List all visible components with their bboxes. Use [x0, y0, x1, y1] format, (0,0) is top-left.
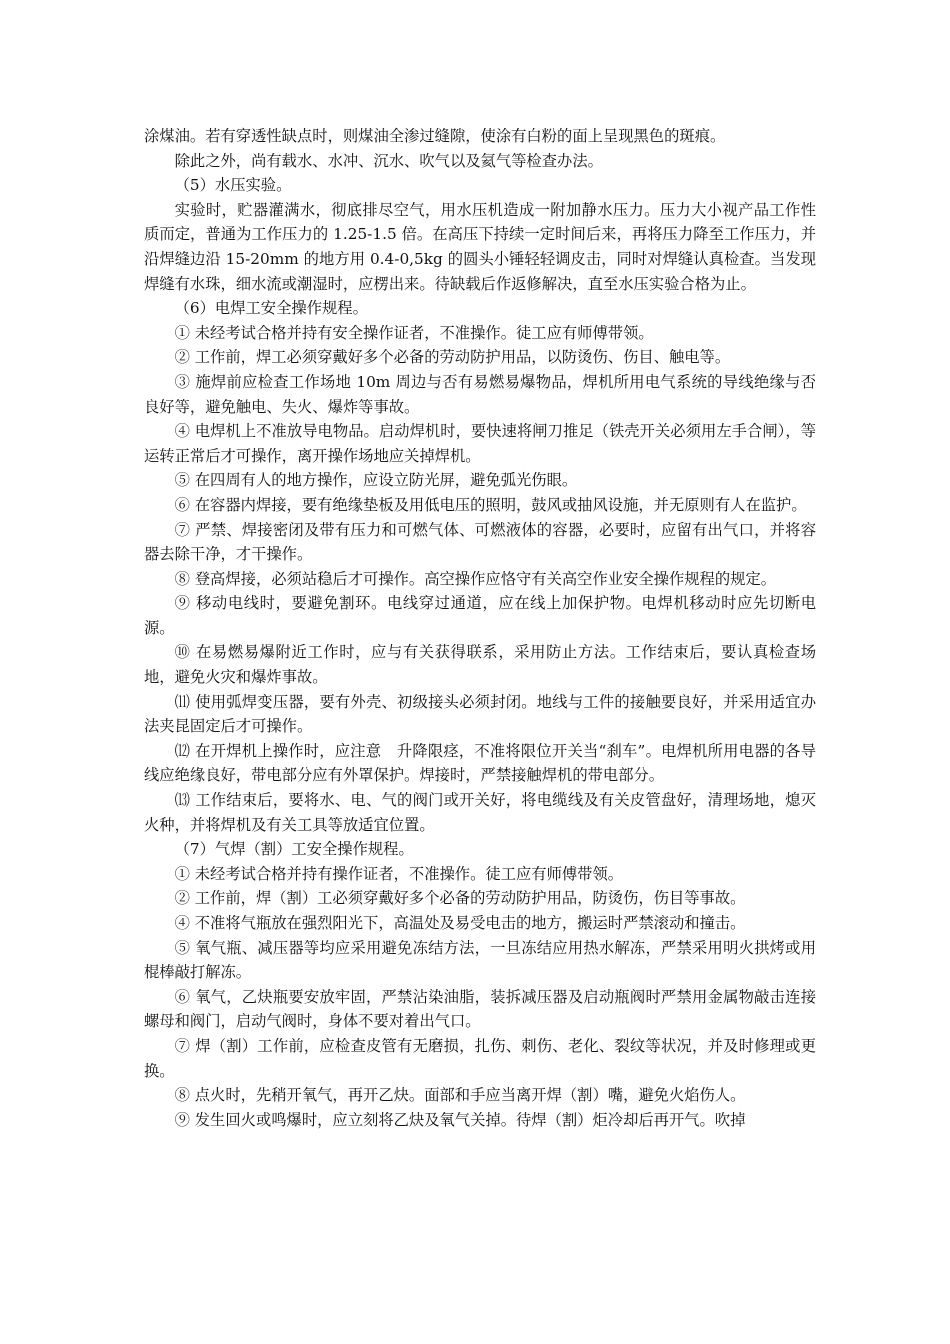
list-item: ① 未经考试合格并持有安全操作证者，不准操作。徒工应有师傅带领。	[174, 323, 654, 342]
paragraph: 涂煤油。若有穿透性缺点时，则煤油全渗过缝隙，使涂有白粉的面上呈现黑色的斑痕。	[144, 127, 726, 145]
list-item: ⑿ 在开焊机上操作时，应注意 升降限痉，不准将限位开关当“刹车”。电焊机所用电器的各导线应绝缘良好，带电部分应有外罩保护。焊接时，严禁接触焊机的带电部分。	[144, 741, 816, 785]
list-item: ④ 不准将气瓶放在强烈阳光下，高温处及易受电击的地方，搬运时严禁滚动和撞击。	[174, 914, 746, 932]
list-item: ⑧ 登高焊接，必须站稳后才可操作。高空操作应恪守有关高空作业安全操作规程的规定。	[174, 569, 777, 588]
list-item: ⑾ 使用弧焊变压器，要有外壳、初级接头必须封闭。地线与工件的接触要良好，并采用适宜办法夹昆固定后才可操作。	[144, 692, 816, 736]
paragraph: 实验时，贮器灌满水，彻底排尽空气，用水压机造成一附加静水压力。压力大小视产品工作性质而定，普通为工作压力的 1.25-1.5 倍。在高压下持续一定时间后来，再将压力降至工作压力，并沿焊缝边沿 15-20mm 的地方用 0.4-0,5kg 的圆头小锤轻轻调皮击，同时对焊缝认真检查。当发现焊缝有水珠，细水流或潮湿时，应楞出来。待缺载后作返修解决，直至水压实验合格为止。	[144, 200, 816, 293]
list-item: ③ 施焊前应检查工作场地 10m 周边与否有易燃易爆物品，焊机所用电气系统的导线绝缘与否良好等，避免触电、失火、爆炸等事故。	[144, 372, 816, 416]
list-item: ⑨ 移动电线时，要避免割环。电线穿过通道，应在线上加保护物。电焊机移动时应先切断电源。	[144, 594, 816, 637]
list-item: ⑧ 点火时，先稍开氧气，再开乙炔。面部和手应当离开焊（割）嘴，避免火焰伤人。	[174, 1086, 746, 1105]
list-item: ⑤ 在四周有人的地方操作，应设立防光屏，避免弧光伤眼。	[174, 471, 578, 490]
section-heading: （6）电焊工安全操作规程。	[174, 299, 368, 318]
list-item: ① 未经考试合格并持有操作证者，不准操作。徒工应有师傅带领。	[174, 864, 624, 883]
list-item: ⑥ 氧气，乙炔瓶要安放牢固，严禁沾染油脂，装拆减压器及启动瓶阀时严禁用金属物敲击连接螺母和阀门，启动气阀时，身体不要对着出气口。	[144, 987, 816, 1031]
list-item: ② 工作前，焊（割）工必须穿戴好多个必备的劳动防护用品，防烫伤，伤目等事故。	[174, 889, 746, 908]
list-item: ⒀ 工作结束后，要将水、电、气的阀门或开关好，将电缆线及有关皮管盘好，清理场地，熄灭火种，并将焊机及有关工具等放适宜位置。	[144, 791, 816, 834]
list-item: ⑦ 焊（割）工作前，应检查皮管有无磨损，扎伤、刺伤、老化、裂纹等状况，并及时修理或更换。	[144, 1036, 816, 1080]
document-page	[144, 124, 816, 1132]
list-item: ⑨ 发生回火或鸣爆时，应立刻将乙炔及氧气关掉。待焊（割）炬冷却后再开气。吹掉	[174, 1110, 746, 1129]
paragraph: 除此之外，尚有载水、水冲、沉水、吹气以及氦气等检查办法。	[174, 151, 603, 170]
list-item: ⑦ 严禁、焊接密闭及带有压力和可燃气体、可燃液体的容器，必要时，应留有出气口，并将容器去除干净，才干操作。	[144, 520, 816, 564]
section-heading: （7）气焊（割）工安全操作规程。	[174, 840, 414, 859]
list-item: ② 工作前，焊工必须穿戴好多个必备的劳动防护用品，以防烫伤、伤目、触电等。	[174, 348, 731, 367]
list-item: ⑩ 在易燃易爆附近工作时，应与有关获得联系，采用防止方法。工作结束后，要认真检查场地，避免火灾和爆炸事故。	[144, 643, 816, 687]
list-item: ⑥ 在容器内焊接，要有绝缘垫板及用低电压的照明，鼓风或抽风设施，并无原则有人在监护。	[174, 495, 807, 514]
list-item: ④ 电焊机上不准放导电物品。启动焊机时，要快速将闸刀推足（铁壳开关必须用左手合闸），等运转正常后才可操作，离开操作场地应关掉焊机。	[144, 422, 816, 465]
list-item: ⑤ 氧气瓶、减压器等均应采用避免冻结方法，一旦冻结应用热水解冻，严禁采用明火拱烤或用棍棒敲打解冻。	[144, 938, 816, 982]
section-heading: （5）水压实验。	[174, 176, 292, 195]
